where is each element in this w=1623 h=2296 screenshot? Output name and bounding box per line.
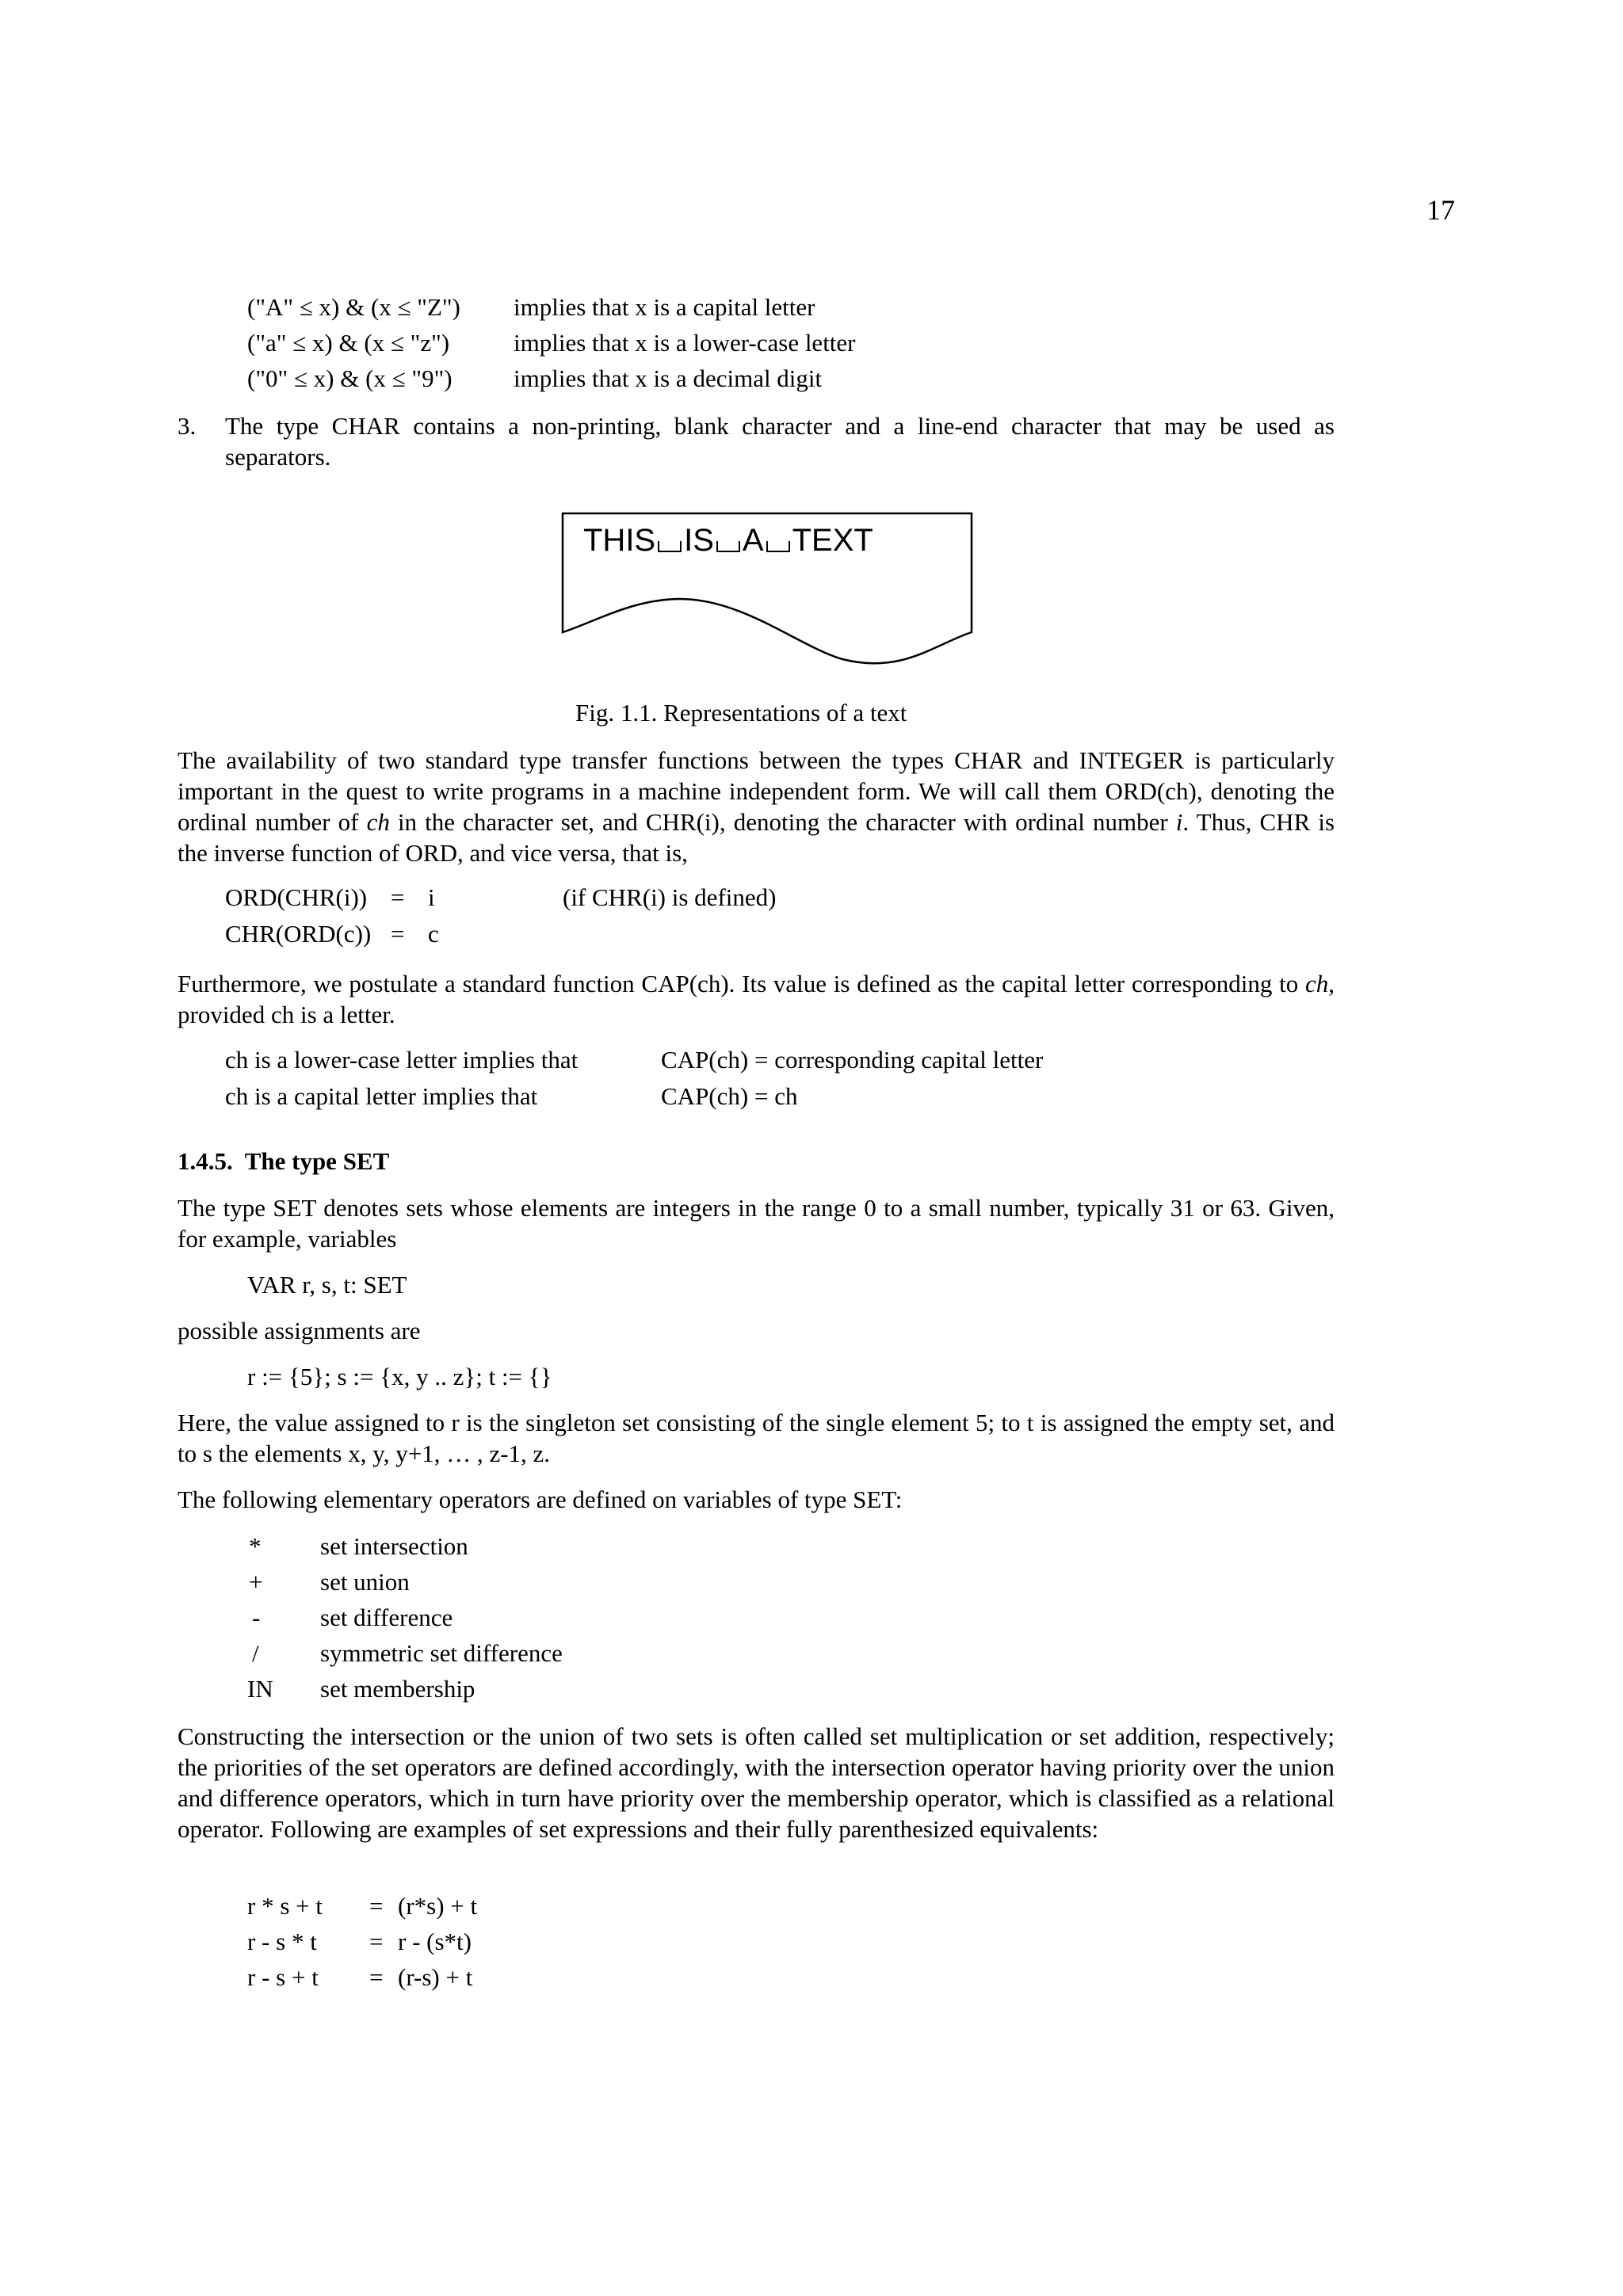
example-equivalent: (r*s) + t bbox=[398, 1892, 478, 1920]
figure-word: THIS bbox=[583, 523, 656, 558]
italic-ch: ch bbox=[366, 808, 390, 836]
operator-symbol: + bbox=[249, 1568, 263, 1596]
figure-text bbox=[583, 521, 873, 559]
paragraph-constructing: Constructing the intersection or the union of two sets is often called set multiplication or set addition, respectively; the priorities of the set operators are defined accordingly, with the intersection operator having priority over the union and difference operators, which in turn have priority over the membership operator, which is classified as a relational operator. Following are examples of set expressions and their fully parenthesized equivalents: bbox=[178, 1722, 1335, 1843]
example-equivalent: (r-s) + t bbox=[398, 1963, 473, 1991]
ord-chr-note: (if CHR(i) is defined) bbox=[563, 883, 777, 911]
page-number: 17 bbox=[1426, 194, 1455, 226]
text-segment: , provided ch is a letter. bbox=[178, 970, 1335, 1028]
italic-i: i bbox=[1175, 808, 1183, 836]
operator-symbol: IN bbox=[247, 1675, 273, 1703]
paragraph-possible: possible assignments are bbox=[178, 1317, 421, 1344]
cap-rule-result: CAP(ch) = corresponding capital letter bbox=[661, 1046, 1044, 1074]
char-range-meaning: implies that x is a lower-case letter bbox=[514, 329, 856, 357]
cap-rule-result: CAP(ch) = ch bbox=[661, 1082, 798, 1110]
text-segment: in the character set, and CHR(i), denoting the character with ordinal number bbox=[389, 808, 1176, 836]
figure-caption: Fig. 1.1. Representations of a text bbox=[575, 699, 907, 727]
text-segment: . Thus, CHR is the inverse function of ORD, and vice versa, that is, bbox=[178, 808, 1335, 867]
ord-chr-rhs: i bbox=[428, 883, 435, 911]
italic-ch: ch bbox=[1304, 970, 1329, 997]
list-number: 3. bbox=[178, 412, 197, 440]
example-expression: r - s * t bbox=[247, 1928, 317, 1955]
cap-rule-condition: ch is a lower-case letter implies that bbox=[225, 1046, 579, 1074]
char-range-meaning: implies that x is a capital letter bbox=[514, 293, 815, 321]
operator-description: symmetric set difference bbox=[320, 1639, 563, 1667]
example-equivalent: r - (s*t) bbox=[398, 1928, 472, 1955]
char-range-expr: ("A" ≤ x) & (x ≤ "Z") bbox=[247, 293, 460, 321]
assignment-example: r := {5}; s := {x, y .. z}; t := {} bbox=[247, 1363, 552, 1390]
item3-line1: The type CHAR contains a non-printing, blank character and a line-end character that may be used as bbox=[225, 412, 1335, 440]
example-equals: = bbox=[369, 1928, 384, 1955]
ord-chr-rhs: c bbox=[428, 920, 439, 948]
ord-chr-lhs: CHR(ORD(c)) bbox=[225, 920, 372, 948]
text-segment: The availability of two standard type transfer functions between the types CHAR and INTEGER is particularly important in the quest to write programs in a machine independent form. We will call them ORD(ch), denoting the ordinal number of bbox=[178, 746, 1335, 836]
example-expression: r - s + t bbox=[247, 1963, 319, 1991]
blank-char-icon bbox=[658, 541, 682, 552]
text-segment: Furthermore, we postulate a standard function CAP(ch). Its value is defined as the capital letter corresponding to bbox=[178, 970, 1305, 997]
ord-chr-lhs: ORD(CHR(i)) bbox=[225, 883, 368, 911]
operator-symbol: / bbox=[252, 1639, 259, 1667]
operator-description: set union bbox=[320, 1568, 410, 1596]
char-range-expr: ("0" ≤ x) & (x ≤ "9") bbox=[247, 364, 453, 392]
var-declaration: VAR r, s, t: SET bbox=[247, 1271, 407, 1299]
example-equals: = bbox=[369, 1892, 384, 1920]
paragraph-transfer bbox=[178, 745, 1335, 868]
figure-word: TEXT bbox=[792, 523, 873, 558]
cap-rule-condition: ch is a capital letter implies that bbox=[225, 1082, 538, 1110]
paragraph-operators: The following elementary operators are defined on variables of type SET: bbox=[178, 1486, 903, 1513]
section-heading: 1.4.5. The type SET bbox=[178, 1147, 390, 1175]
char-range-meaning: implies that x is a decimal digit bbox=[514, 364, 823, 392]
ord-chr-eq: = bbox=[391, 883, 405, 911]
char-range-expr: ("a" ≤ x) & (x ≤ "z") bbox=[247, 329, 450, 357]
blank-char-icon bbox=[766, 541, 790, 552]
text-figure bbox=[561, 512, 975, 670]
example-equals: = bbox=[369, 1963, 384, 1991]
blank-char-icon bbox=[716, 541, 740, 552]
figure-word: A bbox=[742, 523, 764, 558]
item3-line2: separators. bbox=[225, 443, 331, 471]
ord-chr-eq: = bbox=[391, 920, 405, 948]
paragraph-set: The type SET denotes sets whose elements are integers in the range 0 to a small number, typically 31 or 63. Given, for example, variables bbox=[178, 1194, 1335, 1253]
figure-word: IS bbox=[684, 523, 714, 558]
operator-description: set membership bbox=[320, 1675, 475, 1703]
operator-symbol: * bbox=[249, 1532, 262, 1560]
operator-description: set difference bbox=[320, 1604, 453, 1631]
example-expression: r * s + t bbox=[247, 1892, 323, 1920]
paragraph-cap bbox=[178, 968, 1335, 1030]
paragraph-here: Here, the value assigned to r is the singleton set consisting of the single element 5; to t is assigned the empty set, and to s the elements x, y, y+1, … , z-1, z. bbox=[178, 1409, 1335, 1467]
operator-description: set intersection bbox=[320, 1532, 468, 1560]
operator-symbol: - bbox=[252, 1604, 261, 1631]
